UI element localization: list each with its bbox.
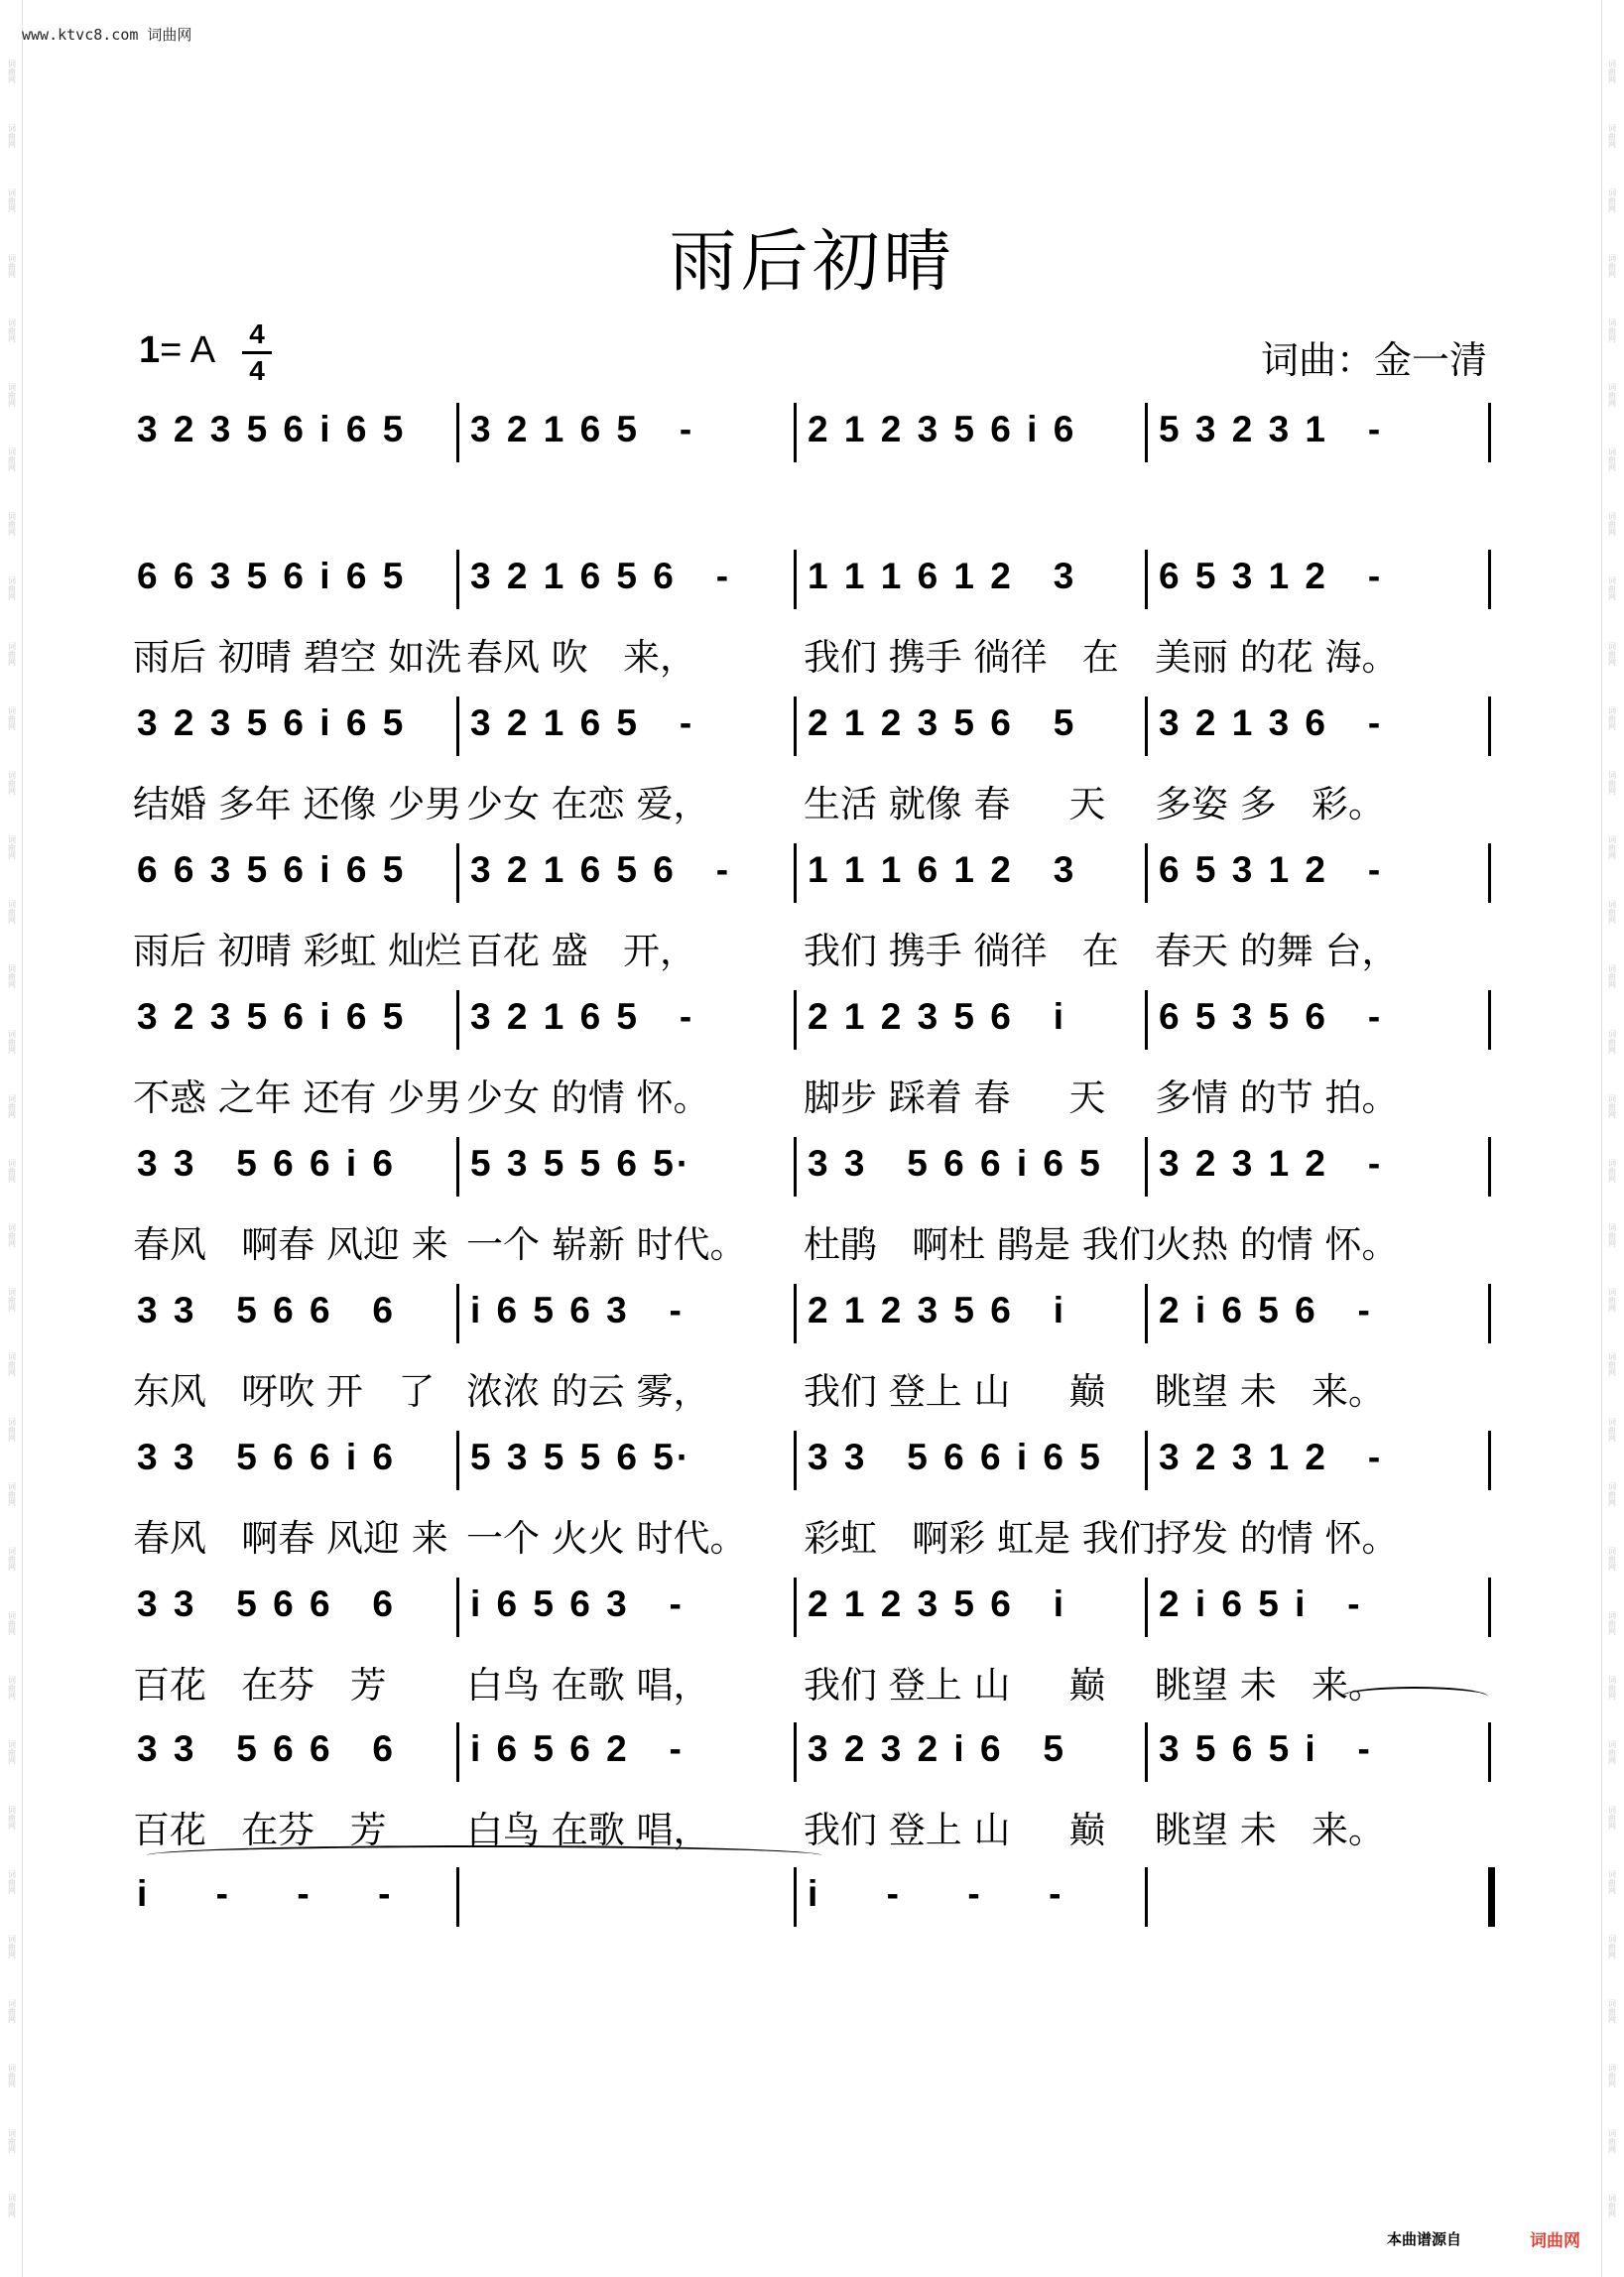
lyrics-row bbox=[133, 1214, 1488, 1266]
measure: 2 1 2 3 5 6 i bbox=[808, 1583, 1066, 1624]
time-signature bbox=[242, 319, 272, 386]
tie-arc bbox=[147, 1845, 821, 1865]
watermark-text: 词曲网 bbox=[1607, 1481, 1617, 1506]
watermark-text: 词曲网 bbox=[1607, 900, 1617, 925]
measure: 3 3 5 6 6 i 6 5 bbox=[808, 1143, 1103, 1184]
measure: 3 2 1 6 5 6 - bbox=[470, 849, 732, 890]
measure: 3 2 1 6 5 - bbox=[470, 409, 695, 449]
watermark-text: 词曲网 bbox=[1607, 1417, 1617, 1442]
watermark-text: 词曲网 bbox=[7, 1029, 17, 1054]
lyric-phrase: 雨后 初晴 碧空 如洗 bbox=[133, 636, 462, 679]
key-degree: 1 bbox=[139, 329, 161, 371]
time-signature-bottom: 4 bbox=[249, 355, 265, 386]
measure: 3 2 3 5 6 i 6 5 bbox=[137, 409, 407, 449]
measure: 6 5 3 1 2 - bbox=[1159, 556, 1384, 596]
lyrics-row bbox=[137, 1945, 1488, 1994]
watermark-text: 词曲网 bbox=[1607, 576, 1617, 601]
lyric-phrase: 浓浓 的云 雾， bbox=[466, 1370, 710, 1413]
measure: 2 1 2 3 5 6 5 bbox=[808, 702, 1077, 743]
watermark-text: 词曲网 bbox=[1607, 1158, 1617, 1183]
watermark-text: 词曲网 bbox=[1607, 60, 1617, 83]
watermark-text: 词曲网 bbox=[7, 382, 17, 407]
barline bbox=[794, 1431, 797, 1490]
lyric-phrase: 一个 崭新 时代。 bbox=[466, 1223, 747, 1266]
barline bbox=[456, 1722, 459, 1782]
barline bbox=[1488, 1867, 1495, 1927]
watermark-text: 词曲网 bbox=[7, 705, 17, 730]
measure bbox=[470, 1873, 786, 1921]
time-signature-bar bbox=[242, 351, 272, 354]
barline bbox=[794, 1722, 797, 1782]
measure: 5 3 2 3 1 - bbox=[1159, 409, 1384, 449]
measure: i 6 5 6 2 - bbox=[470, 1728, 685, 1769]
lyric-phrase: 少女 的情 怀。 bbox=[466, 1076, 710, 1119]
barline bbox=[456, 403, 459, 462]
barline bbox=[456, 696, 459, 756]
barline bbox=[456, 1137, 459, 1197]
lyric-phrase: 我们 登上 山 巅 bbox=[804, 1664, 1106, 1707]
barline bbox=[1488, 990, 1491, 1050]
measure: i 6 5 6 3 - bbox=[470, 1583, 685, 1624]
measure: 3 2 3 5 6 i 6 5 bbox=[137, 996, 407, 1037]
barline bbox=[1488, 1722, 1491, 1782]
barline bbox=[794, 403, 797, 462]
lyrics-row bbox=[133, 627, 1488, 679]
lyric-phrase: 百花 在芬 芳 bbox=[133, 1664, 387, 1707]
measure: 3 3 5 6 6 6 bbox=[137, 1290, 396, 1330]
watermark-text: 词曲网 bbox=[1607, 641, 1617, 666]
lyrics-row bbox=[133, 1655, 1488, 1707]
key-signature bbox=[139, 329, 215, 372]
watermark-text: 词曲网 bbox=[1607, 1352, 1617, 1377]
lyric-phrase: 白鸟 在歌 唱， bbox=[466, 1664, 710, 1707]
barline bbox=[1488, 403, 1491, 462]
watermark-text: 词曲网 bbox=[1607, 2193, 1617, 2217]
barline bbox=[794, 1137, 797, 1197]
lyric-phrase: 百花 在芬 芳 bbox=[133, 1809, 387, 1851]
measure: 3 2 3 1 2 - bbox=[1159, 1143, 1384, 1184]
watermark-text: 词曲网 bbox=[7, 1869, 17, 1894]
watermark-text: 词曲网 bbox=[7, 641, 17, 666]
measure: 1 1 1 6 1 2 3 bbox=[808, 556, 1077, 596]
lyric-phrase: 我们 携手 徜徉 在 bbox=[804, 930, 1119, 972]
watermark-text: 词曲网 bbox=[7, 1740, 17, 1765]
lyric-phrase: 杜鹃 啊杜 鹃是 我们 bbox=[804, 1223, 1156, 1266]
barline bbox=[1145, 1722, 1148, 1782]
watermark-text: 词曲网 bbox=[1607, 1223, 1617, 1248]
watermark-text: 词曲网 bbox=[7, 1805, 17, 1830]
watermark-text: 词曲网 bbox=[7, 2064, 17, 2088]
barline bbox=[1488, 1578, 1491, 1637]
watermark-text: 词曲网 bbox=[1607, 1676, 1617, 1701]
watermark-text: 词曲网 bbox=[1607, 1611, 1617, 1636]
watermark-text: 词曲网 bbox=[7, 512, 17, 537]
watermark-text: 词曲网 bbox=[7, 1934, 17, 1959]
credits: 词曲：金一清 bbox=[1260, 338, 1487, 382]
watermark-text: 词曲网 bbox=[1607, 835, 1617, 860]
staff-row bbox=[137, 1583, 1488, 1631]
watermark-text: 词曲网 bbox=[7, 1417, 17, 1442]
lyric-phrase: 结婚 多年 还像 少男 bbox=[133, 783, 462, 825]
watermark-column-left bbox=[5, 60, 19, 2217]
lyrics-row bbox=[133, 774, 1488, 825]
watermark-text: 词曲网 bbox=[1607, 1093, 1617, 1118]
staff-row bbox=[137, 702, 1488, 750]
measure: 1 1 1 6 1 2 3 bbox=[808, 849, 1077, 890]
watermark-text: 词曲网 bbox=[7, 2193, 17, 2217]
staff-row bbox=[137, 1143, 1488, 1191]
measure: 6 6 3 5 6 i 6 5 bbox=[137, 849, 407, 890]
measure: i - - - bbox=[137, 1873, 394, 1914]
staff-row bbox=[137, 1437, 1488, 1484]
barline bbox=[1145, 403, 1148, 462]
barline bbox=[456, 1284, 459, 1343]
staff-row bbox=[137, 1290, 1488, 1337]
lyrics-row bbox=[137, 480, 1488, 530]
barline bbox=[794, 1578, 797, 1637]
staff-row bbox=[137, 409, 1488, 456]
watermark-text: 词曲网 bbox=[7, 1093, 17, 1118]
watermark-column-right bbox=[1605, 60, 1619, 2217]
barline bbox=[456, 1431, 459, 1490]
measure: 6 5 3 5 6 - bbox=[1159, 996, 1384, 1037]
barline bbox=[1488, 1284, 1491, 1343]
watermark-text: 词曲网 bbox=[7, 1158, 17, 1183]
watermark-text: 词曲网 bbox=[1607, 512, 1617, 537]
watermark-text: 词曲网 bbox=[7, 964, 17, 989]
watermark-text: 词曲网 bbox=[1607, 2128, 1617, 2153]
measure: 3 3 5 6 6 6 bbox=[137, 1583, 396, 1624]
watermark-text: 词曲网 bbox=[7, 576, 17, 601]
lyric-phrase: 我们 登上 山 巅 bbox=[804, 1370, 1106, 1413]
watermark-text: 词曲网 bbox=[1607, 705, 1617, 730]
watermark-text: 词曲网 bbox=[1607, 2064, 1617, 2088]
watermark-text: 词曲网 bbox=[7, 2128, 17, 2153]
staff-row bbox=[137, 1873, 1488, 1921]
lyrics-row bbox=[133, 1508, 1488, 1560]
lyric-phrase: 美丽 的花 海。 bbox=[1155, 636, 1399, 679]
barline bbox=[794, 550, 797, 609]
measure: 3 3 5 6 6 i 6 bbox=[137, 1143, 396, 1184]
lyric-phrase: 雨后 初晴 彩虹 灿烂 bbox=[133, 930, 462, 972]
barline bbox=[1145, 550, 1148, 609]
lyric-phrase: 抒发 的情 怀。 bbox=[1155, 1517, 1399, 1560]
page-border-left bbox=[22, 0, 23, 2277]
barline bbox=[456, 843, 459, 903]
lyric-phrase: 春风 吹 来， bbox=[466, 636, 697, 679]
measure: 6 6 3 5 6 i 6 5 bbox=[137, 556, 407, 596]
barline bbox=[1145, 1578, 1148, 1637]
staff-row bbox=[137, 849, 1488, 897]
barline bbox=[1145, 1284, 1148, 1343]
watermark-text: 词曲网 bbox=[1607, 1740, 1617, 1765]
barline bbox=[456, 550, 459, 609]
barline bbox=[1488, 696, 1491, 756]
watermark-text: 词曲网 bbox=[1607, 189, 1617, 213]
barline bbox=[1488, 843, 1491, 903]
page-border-right bbox=[1601, 0, 1602, 2277]
barline bbox=[794, 843, 797, 903]
barline bbox=[1145, 1137, 1148, 1197]
lyric-phrase: 白鸟 在歌 唱， bbox=[466, 1809, 710, 1851]
song-title: 雨后初晴 bbox=[669, 223, 955, 302]
lyric-phrase: 一个 火火 时代。 bbox=[466, 1517, 747, 1560]
barline bbox=[794, 696, 797, 756]
lyric-phrase: 脚步 踩着 春 天 bbox=[804, 1076, 1106, 1119]
measure: 3 2 3 2 i 6 5 bbox=[808, 1728, 1066, 1769]
barline bbox=[456, 1867, 459, 1927]
watermark-text: 词曲网 bbox=[7, 253, 17, 278]
watermark-text: 词曲网 bbox=[1607, 770, 1617, 795]
watermark-text: 词曲网 bbox=[1607, 447, 1617, 472]
measure bbox=[1159, 1873, 1480, 1921]
watermark-text: 词曲网 bbox=[7, 447, 17, 472]
site-url[interactable]: www.ktvc8.com 词曲网 bbox=[22, 26, 192, 44]
lyric-phrase: 彩虹 啊彩 虹是 我们 bbox=[804, 1517, 1156, 1560]
watermark-text: 词曲网 bbox=[7, 900, 17, 925]
lyric-phrase: 不惑 之年 还有 少男 bbox=[133, 1076, 462, 1119]
watermark-text: 词曲网 bbox=[7, 1999, 17, 2024]
watermark-text: 词曲网 bbox=[7, 1223, 17, 1248]
measure: 3 2 3 1 2 - bbox=[1159, 1437, 1384, 1477]
measure: 2 1 2 3 5 6 i 6 bbox=[808, 409, 1077, 449]
time-signature-top: 4 bbox=[249, 318, 265, 349]
barline bbox=[794, 990, 797, 1050]
lyric-phrase: 眺望 未 来。 bbox=[1155, 1370, 1386, 1413]
measure: 3 2 1 6 5 6 - bbox=[470, 556, 732, 596]
watermark-text: 词曲网 bbox=[1607, 1029, 1617, 1054]
barline bbox=[1488, 1431, 1491, 1490]
staff-row bbox=[137, 1728, 1488, 1776]
watermark-text: 词曲网 bbox=[1607, 253, 1617, 278]
measure: 6 5 3 1 2 - bbox=[1159, 849, 1384, 890]
lyrics-row bbox=[133, 1068, 1488, 1119]
footer-site-link[interactable]: 词曲网 bbox=[1530, 2231, 1580, 2251]
lyric-phrase: 我们 登上 山 巅 bbox=[804, 1809, 1106, 1851]
staff-row bbox=[137, 556, 1488, 603]
measure: 5 3 5 5 6 5· bbox=[470, 1437, 692, 1477]
watermark-text: 词曲网 bbox=[7, 60, 17, 83]
key-text: = A bbox=[160, 329, 216, 371]
barline bbox=[1145, 696, 1148, 756]
barline bbox=[1145, 1431, 1148, 1490]
barline bbox=[1488, 1137, 1491, 1197]
lyric-phrase: 少女 在恋 爱， bbox=[466, 783, 710, 825]
watermark-text: 词曲网 bbox=[1607, 1805, 1617, 1830]
measure: 3 5 6 5 i - bbox=[1159, 1728, 1373, 1769]
watermark-text: 词曲网 bbox=[1607, 317, 1617, 342]
measure: 3 3 5 6 6 i 6 5 bbox=[808, 1437, 1103, 1477]
lyric-phrase: 东风 呀吹 开 了 bbox=[133, 1370, 436, 1413]
barline bbox=[1488, 550, 1491, 609]
lyric-phrase: 生活 就像 春 天 bbox=[804, 783, 1106, 825]
barline bbox=[794, 1284, 797, 1343]
watermark-text: 词曲网 bbox=[1607, 964, 1617, 989]
measure: 3 3 5 6 6 6 bbox=[137, 1728, 396, 1769]
watermark-text: 词曲网 bbox=[1607, 1288, 1617, 1313]
lyric-phrase: 春风 啊春 风迎 来 bbox=[133, 1223, 448, 1266]
measure: i 6 5 6 3 - bbox=[470, 1290, 685, 1330]
lyric-phrase: 百花 盛 开， bbox=[466, 930, 697, 972]
watermark-text: 词曲网 bbox=[7, 835, 17, 860]
barline bbox=[1145, 990, 1148, 1050]
watermark-text: 词曲网 bbox=[7, 1611, 17, 1636]
measure: 3 2 1 3 6 - bbox=[1159, 702, 1384, 743]
watermark-text: 词曲网 bbox=[1607, 382, 1617, 407]
watermark-text: 词曲网 bbox=[1607, 1546, 1617, 1571]
tie-arc bbox=[1341, 1687, 1488, 1707]
watermark-text: 词曲网 bbox=[7, 189, 17, 213]
watermark-text: 词曲网 bbox=[1607, 124, 1617, 149]
barline bbox=[456, 990, 459, 1050]
measure: i - - - bbox=[808, 1873, 1064, 1914]
lyric-phrase: 眺望 未 来。 bbox=[1155, 1809, 1386, 1851]
measure: 2 i 6 5 6 - bbox=[1159, 1290, 1373, 1330]
footer-source: 本曲谱源自 bbox=[1387, 2230, 1462, 2248]
lyric-phrase: 多情 的节 拍。 bbox=[1155, 1076, 1399, 1119]
lyric-phrase: 火热 的情 怀。 bbox=[1155, 1223, 1399, 1266]
lyrics-row bbox=[133, 1800, 1488, 1851]
barline bbox=[1145, 1867, 1148, 1927]
watermark-text: 词曲网 bbox=[7, 1546, 17, 1571]
lyrics-row bbox=[133, 1361, 1488, 1413]
measure: 2 i 6 5 i - bbox=[1159, 1583, 1363, 1624]
lyrics-row bbox=[133, 921, 1488, 972]
watermark-text: 词曲网 bbox=[1607, 1934, 1617, 1959]
measure: 3 2 3 5 6 i 6 5 bbox=[137, 702, 407, 743]
lyric-phrase: 我们 携手 徜徉 在 bbox=[804, 636, 1119, 679]
lyric-phrase: 春风 啊春 风迎 来 bbox=[133, 1517, 448, 1560]
watermark-text: 词曲网 bbox=[7, 1481, 17, 1506]
watermark-text: 词曲网 bbox=[7, 1352, 17, 1377]
measure: 5 3 5 5 6 5· bbox=[470, 1143, 692, 1184]
measure: 3 2 1 6 5 - bbox=[470, 996, 695, 1037]
watermark-text: 词曲网 bbox=[7, 1676, 17, 1701]
measure: 3 3 5 6 6 i 6 bbox=[137, 1437, 396, 1477]
watermark-text: 词曲网 bbox=[1607, 1999, 1617, 2024]
measure: 2 1 2 3 5 6 i bbox=[808, 1290, 1066, 1330]
measure: 3 2 1 6 5 - bbox=[470, 702, 695, 743]
watermark-text: 词曲网 bbox=[1607, 1869, 1617, 1894]
lyric-phrase: 眺望 未 来。 bbox=[1155, 1664, 1386, 1707]
barline bbox=[794, 1867, 797, 1927]
watermark-text: 词曲网 bbox=[7, 1288, 17, 1313]
watermark-text: 词曲网 bbox=[7, 317, 17, 342]
lyric-phrase: 多姿 多 彩。 bbox=[1155, 783, 1386, 825]
measure: 2 1 2 3 5 6 i bbox=[808, 996, 1066, 1037]
barline bbox=[1145, 843, 1148, 903]
staff-row bbox=[137, 996, 1488, 1044]
watermark-text: 词曲网 bbox=[7, 124, 17, 149]
lyric-phrase: 春天 的舞 台， bbox=[1155, 930, 1399, 972]
barline bbox=[456, 1578, 459, 1637]
watermark-text: 词曲网 bbox=[7, 770, 17, 795]
